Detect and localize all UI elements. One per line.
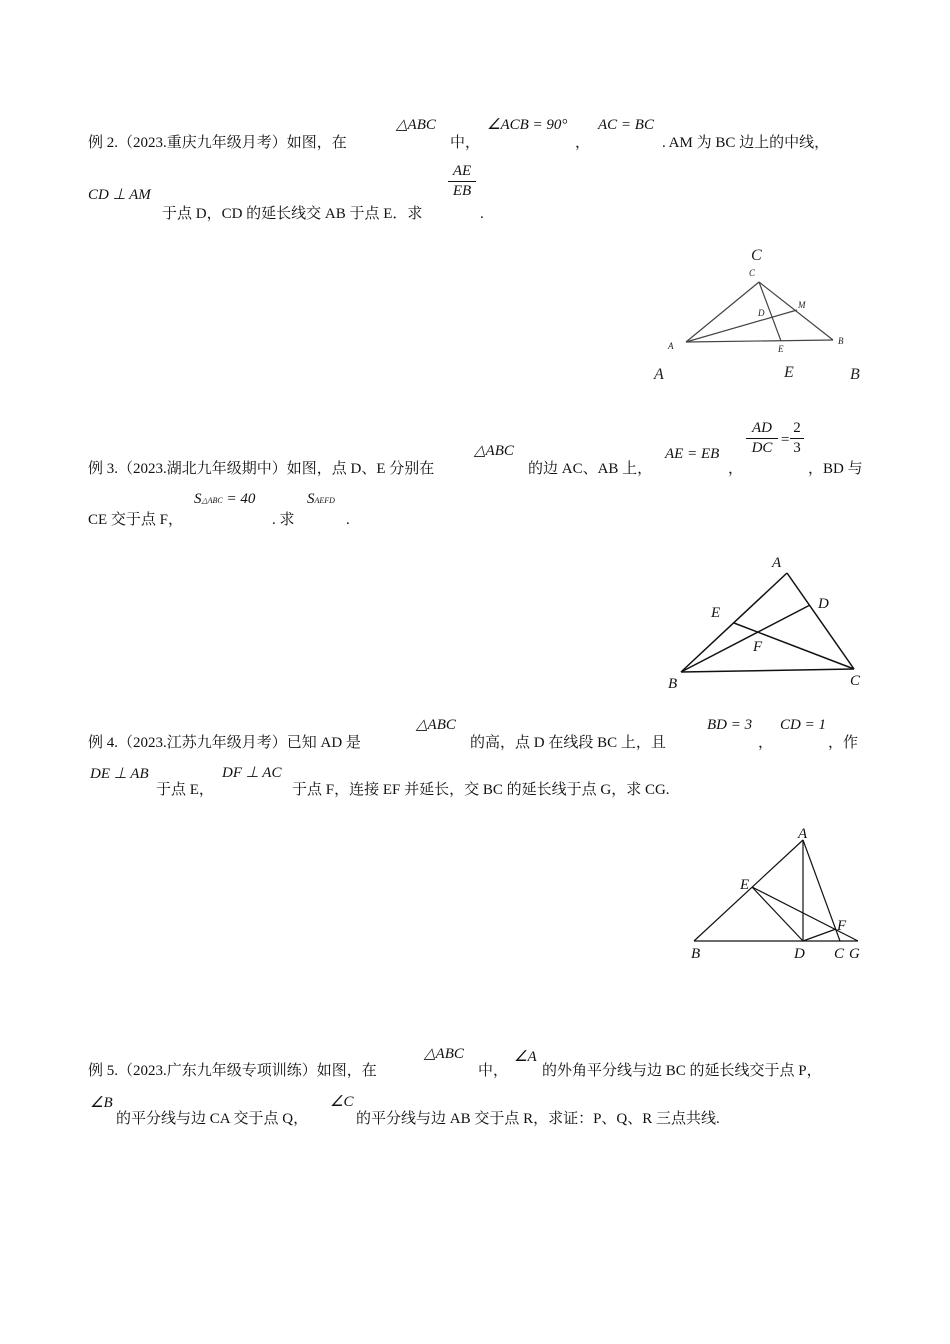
ex3-formula-area: [194, 490, 255, 508]
ex5-text-1a: 例 5.（2023.广东九年级专项训练）如图，在: [88, 1063, 377, 1079]
ex5-formula-angle-c: ∠C: [330, 1094, 354, 1110]
ex3-formula-area2: [307, 490, 335, 508]
ex2-formula-equal: AC = BC: [598, 117, 654, 133]
ex3-fraction-two-thirds: [790, 420, 804, 457]
ex3-label-F: F: [753, 639, 763, 655]
ex4-figure: [680, 820, 870, 965]
ex2-label-A-big: A: [654, 366, 664, 383]
ex2-label-C-big: C: [751, 247, 762, 264]
ex3-formula-equal: AE = EB: [665, 446, 720, 462]
ex2-label-D: D: [758, 308, 765, 318]
ex2-period: .: [480, 206, 484, 222]
ex2-text-2: 于点 D，CD 的延长线交 AB 于点 E．求: [162, 206, 423, 222]
ex2-text-1a: 例 2.（2023.重庆九年级月考）如图，在: [88, 135, 347, 151]
ex3-label-B: B: [668, 676, 678, 692]
ex2-fraction-denominator: EB: [452, 183, 472, 199]
ex3-text-1c: ，BD 与: [808, 461, 863, 477]
ex4-text-1b: 的高，点 D 在线段 BC 上，且: [470, 735, 666, 751]
ex2-label-E-big: E: [784, 364, 794, 381]
ex3-text-1a: 例 3.（2023.湖北九年级期中）如图，点 D、E 分别在: [88, 461, 435, 477]
ex3-formula-triangle: △ABC: [474, 443, 514, 459]
ex4-label-E: E: [740, 877, 750, 893]
ex4-formula-cd: CD = 1: [780, 717, 826, 733]
ex2-formula-angle: ∠ACB = 90°: [487, 117, 568, 133]
ex3-fraction2-denominator: 3: [793, 440, 801, 456]
ex3-label-A: A: [772, 555, 782, 571]
ex5-formula-angle-a: ∠A: [514, 1049, 537, 1065]
ex4-label-B: B: [691, 946, 701, 962]
ex2-formula-triangle: △ABC: [396, 117, 436, 133]
ex2-label-M: M: [798, 300, 806, 310]
ex5-text-2a: 的平分线与边 CA 交于点 Q，: [116, 1111, 309, 1127]
ex2-text-1b: 中，: [450, 135, 481, 151]
ex5-formula-triangle: △ABC: [424, 1046, 464, 1062]
ex3-fraction-ad-dc: [746, 420, 778, 457]
ex2-label-B: B: [838, 336, 844, 346]
ex2-label-B-big: B: [850, 366, 860, 383]
ex4-comma: ，: [758, 735, 774, 751]
ex3-text-1b: 的边 AC、AB 上，: [528, 461, 653, 477]
ex4-label-A: A: [798, 826, 808, 842]
ex4-label-F: F: [837, 918, 847, 934]
ex5-text-2b: 的平分线与边 AB 交于点 R，求证：P、Q、R 三点共线.: [356, 1111, 720, 1127]
ex3-area-value: = 40: [226, 491, 256, 507]
ex2-label-E: E: [778, 344, 784, 354]
ex3-fraction-denominator: DC: [751, 440, 773, 456]
ex3-period: .: [346, 512, 350, 528]
ex3-label-D: D: [818, 596, 829, 612]
ex5-formula-angle-b: ∠B: [90, 1095, 113, 1111]
ex4-formula-de: DE ⊥ AB: [90, 766, 149, 782]
ex2-formula-perp: CD ⊥ AM: [88, 187, 151, 203]
ex4-formula-df: DF ⊥ AC: [222, 765, 282, 781]
ex2-comma: ，: [575, 135, 591, 151]
ex4-label-D: D: [794, 946, 805, 962]
ex4-text-1c: ，作: [828, 735, 859, 751]
ex2-label-A: A: [668, 341, 674, 351]
ex3-area2-symbol: S: [307, 491, 315, 507]
ex2-text-1c: . AM 为 BC 边上的中线，: [662, 135, 830, 151]
ex5-text-1c: 的外角平分线与边 BC 的延长线交于点 P，: [542, 1063, 822, 1079]
ex3-area-symbol: S: [194, 491, 202, 507]
ex4-formula-bd: BD = 3: [707, 717, 753, 733]
ex4-label-C: C: [834, 946, 845, 962]
ex4-text-2a: 于点 E，: [156, 782, 214, 798]
ex2-fraction-numerator: AE: [452, 163, 472, 179]
ex4-text-1a: 例 4.（2023.江苏九年级月考）已知 AD 是: [88, 735, 361, 751]
ex2-figure: [640, 240, 880, 390]
ex2-fraction: [448, 163, 476, 200]
ex3-area-subscript: △ABC: [201, 496, 223, 505]
ex3-label-E: E: [711, 605, 721, 621]
ex3-text-2a: CE 交于点 F，: [88, 512, 184, 528]
ex4-formula-triangle: △ABC: [416, 717, 456, 733]
ex3-figure: [660, 550, 870, 695]
ex3-comma: ，: [728, 461, 744, 477]
ex4-label-G: G: [849, 946, 860, 962]
ex4-text-2b: 于点 F，连接 EF 并延长，交 BC 的延长线于点 G，求 CG.: [292, 782, 670, 798]
ex3-fraction-numerator: AD: [752, 420, 772, 436]
ex3-fraction-equal-sign: =: [780, 432, 791, 448]
ex2-label-C: C: [749, 268, 756, 278]
ex3-area2-subscript: AEFD: [314, 496, 335, 505]
ex3-fraction2-numerator: 2: [793, 420, 801, 436]
ex3-label-C: C: [850, 673, 861, 689]
ex3-text-2b: . 求: [272, 512, 295, 528]
ex5-text-1b: 中，: [478, 1063, 509, 1079]
